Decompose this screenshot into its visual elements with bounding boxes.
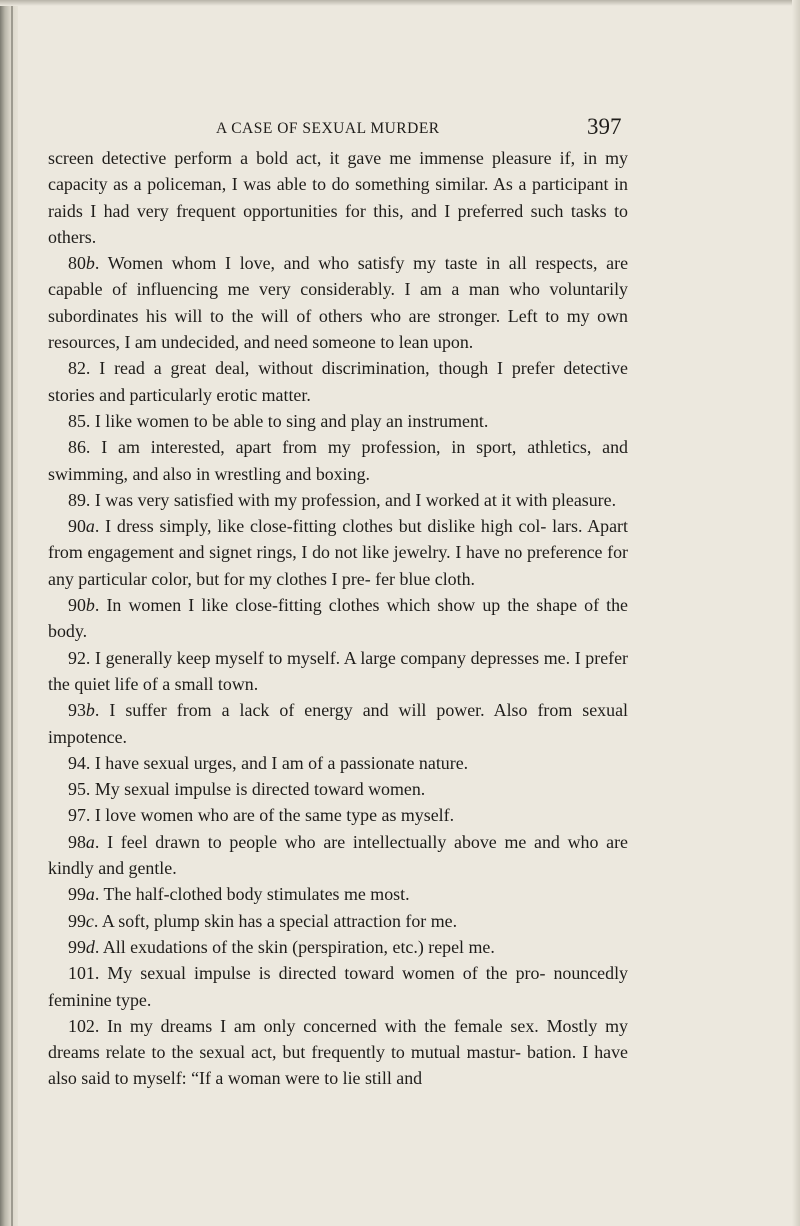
paragraph — [48, 802, 628, 828]
item-number: 95. — [68, 779, 91, 800]
item-number: 82. — [68, 358, 91, 379]
page-right-edge — [792, 0, 800, 1226]
item-number: 93b. — [68, 700, 100, 721]
paragraph-text: My sexual impulse is directed toward women. — [94, 779, 426, 800]
item-number-suffix: b — [85, 253, 95, 274]
item-number-value: 98 — [68, 831, 86, 852]
item-number: 99d. — [68, 936, 100, 957]
item-number-value: 99 — [68, 910, 86, 931]
item-number: 94. — [68, 752, 91, 773]
paragraph-text: My sexual impulse is directed toward women of the pro- nouncedly feminine type. — [48, 963, 628, 1010]
item-number: 99c. — [68, 910, 99, 931]
item-number-value: 93 — [68, 700, 86, 721]
item-number: 99a. — [68, 884, 100, 905]
paragraph-text: I was very satisfied with my profession, and I worked at it with pleasure. — [94, 489, 617, 510]
paragraph-text: I dress simply, like close-fitting clothes but dislike high col- lars. Apart from engagement and signet rings, I do not like jewelry. I have no preference for any particular color, but for my clothes I pre- fer blue cloth. — [48, 516, 628, 589]
paragraph — [48, 145, 628, 250]
paragraph — [48, 250, 628, 355]
paragraph-text: screen detective perform a bold act, it gave me immense pleasure if, in my capacity as a policeman, I was able to do something similar. As a participant in raids I had very frequent opportunities for this, and I preferred such tasks to others. — [48, 148, 628, 247]
paragraph — [48, 934, 628, 960]
paragraph-text: Women whom I love, and who satisfy my taste in all respects, are capable of influencing me very considerably. I am a man who voluntarily subordinates his will to the will of others who are stronger. Left to my own resources, I am undecided, and need someone to lean upon. — [48, 253, 629, 353]
item-number-suffix: a — [85, 831, 95, 852]
item-number-value: 99 — [68, 936, 86, 957]
paragraph — [48, 645, 628, 698]
paragraph — [48, 908, 628, 934]
item-number: 86. — [68, 437, 91, 458]
paragraph — [48, 513, 628, 592]
running-head: A CASE OF SEXUAL MURDER — [216, 120, 440, 137]
paragraph-text: In women I like close-fitting clothes which show up the shape of the body. — [48, 595, 628, 642]
item-number-value: 99 — [68, 884, 86, 905]
item-number: 90a. — [68, 516, 100, 537]
item-number: 85. — [68, 410, 91, 431]
paragraph — [48, 1013, 628, 1092]
paragraph — [48, 829, 628, 882]
paragraph — [48, 881, 628, 907]
paragraph-text: A soft, plump skin has a special attraction for me. — [101, 910, 458, 931]
item-number-suffix: c — [85, 910, 94, 931]
item-number: 97. — [68, 805, 91, 826]
paragraph-text: The half-clothed body stimulates me most. — [103, 884, 410, 905]
paragraph-text: I generally keep myself to myself. A large company depresses me. I prefer the quiet life of a small town. — [48, 647, 628, 694]
paragraph-text: I feel drawn to people who are intellectually above me and who are kindly and gentle. — [48, 831, 628, 879]
item-number: 89. — [68, 489, 91, 510]
item-number-suffix: d — [85, 936, 95, 957]
item-number: 80b. — [68, 253, 100, 274]
paragraph-text: All exudations of the skin (perspiration, etc.) repel me. — [102, 936, 495, 957]
paragraph-text: I have sexual urges, and I am of a passionate nature. — [94, 752, 469, 773]
item-number: 90b. — [68, 595, 100, 616]
paragraph — [48, 434, 628, 487]
paragraph-text: I read a great deal, without discrimination, though I prefer detective stories and particularly erotic matter. — [48, 358, 628, 405]
item-number: 101. — [68, 963, 100, 984]
page-number: 397 — [587, 114, 622, 139]
spine-line — [11, 0, 13, 1226]
item-number-value: 90 — [68, 516, 86, 537]
item-number-suffix: a — [85, 884, 95, 905]
paragraph — [48, 697, 628, 750]
body-text — [48, 145, 628, 1092]
item-number: 98a. — [68, 831, 100, 852]
item-number: 102. — [68, 1015, 100, 1036]
page-top-edge — [0, 0, 800, 6]
paragraph — [48, 592, 628, 645]
paragraph — [48, 750, 628, 776]
paragraph — [48, 355, 628, 408]
item-number-suffix: a — [85, 516, 95, 537]
paragraph — [48, 487, 628, 513]
item-number-value: 90 — [68, 595, 86, 616]
item-number: 92. — [68, 647, 91, 668]
item-number-suffix: b — [85, 700, 95, 721]
book-spine-shadow — [0, 0, 18, 1226]
paragraph-text: I am interested, apart from my profession, in sport, athletics, and swimming, and also in wrestling and boxing. — [48, 437, 628, 484]
paragraph-text: I suffer from a lack of energy and will power. Also from sexual impotence. — [48, 700, 628, 747]
item-number-suffix: b — [85, 595, 95, 616]
paragraph — [48, 408, 628, 434]
item-number-value: 80 — [68, 253, 86, 274]
paragraph-text: I like women to be able to sing and play an instrument. — [94, 410, 489, 431]
paragraph — [48, 960, 628, 1013]
paragraph-text: I love women who are of the same type as myself. — [94, 805, 455, 826]
paragraph-text: In my dreams I am only concerned with the female sex. Mostly my dreams relate to the sexual act, but frequently to mutual mastur- bation. I have also said to myself: “If a woman were to lie still and — [48, 1015, 628, 1089]
paragraph — [48, 776, 628, 802]
